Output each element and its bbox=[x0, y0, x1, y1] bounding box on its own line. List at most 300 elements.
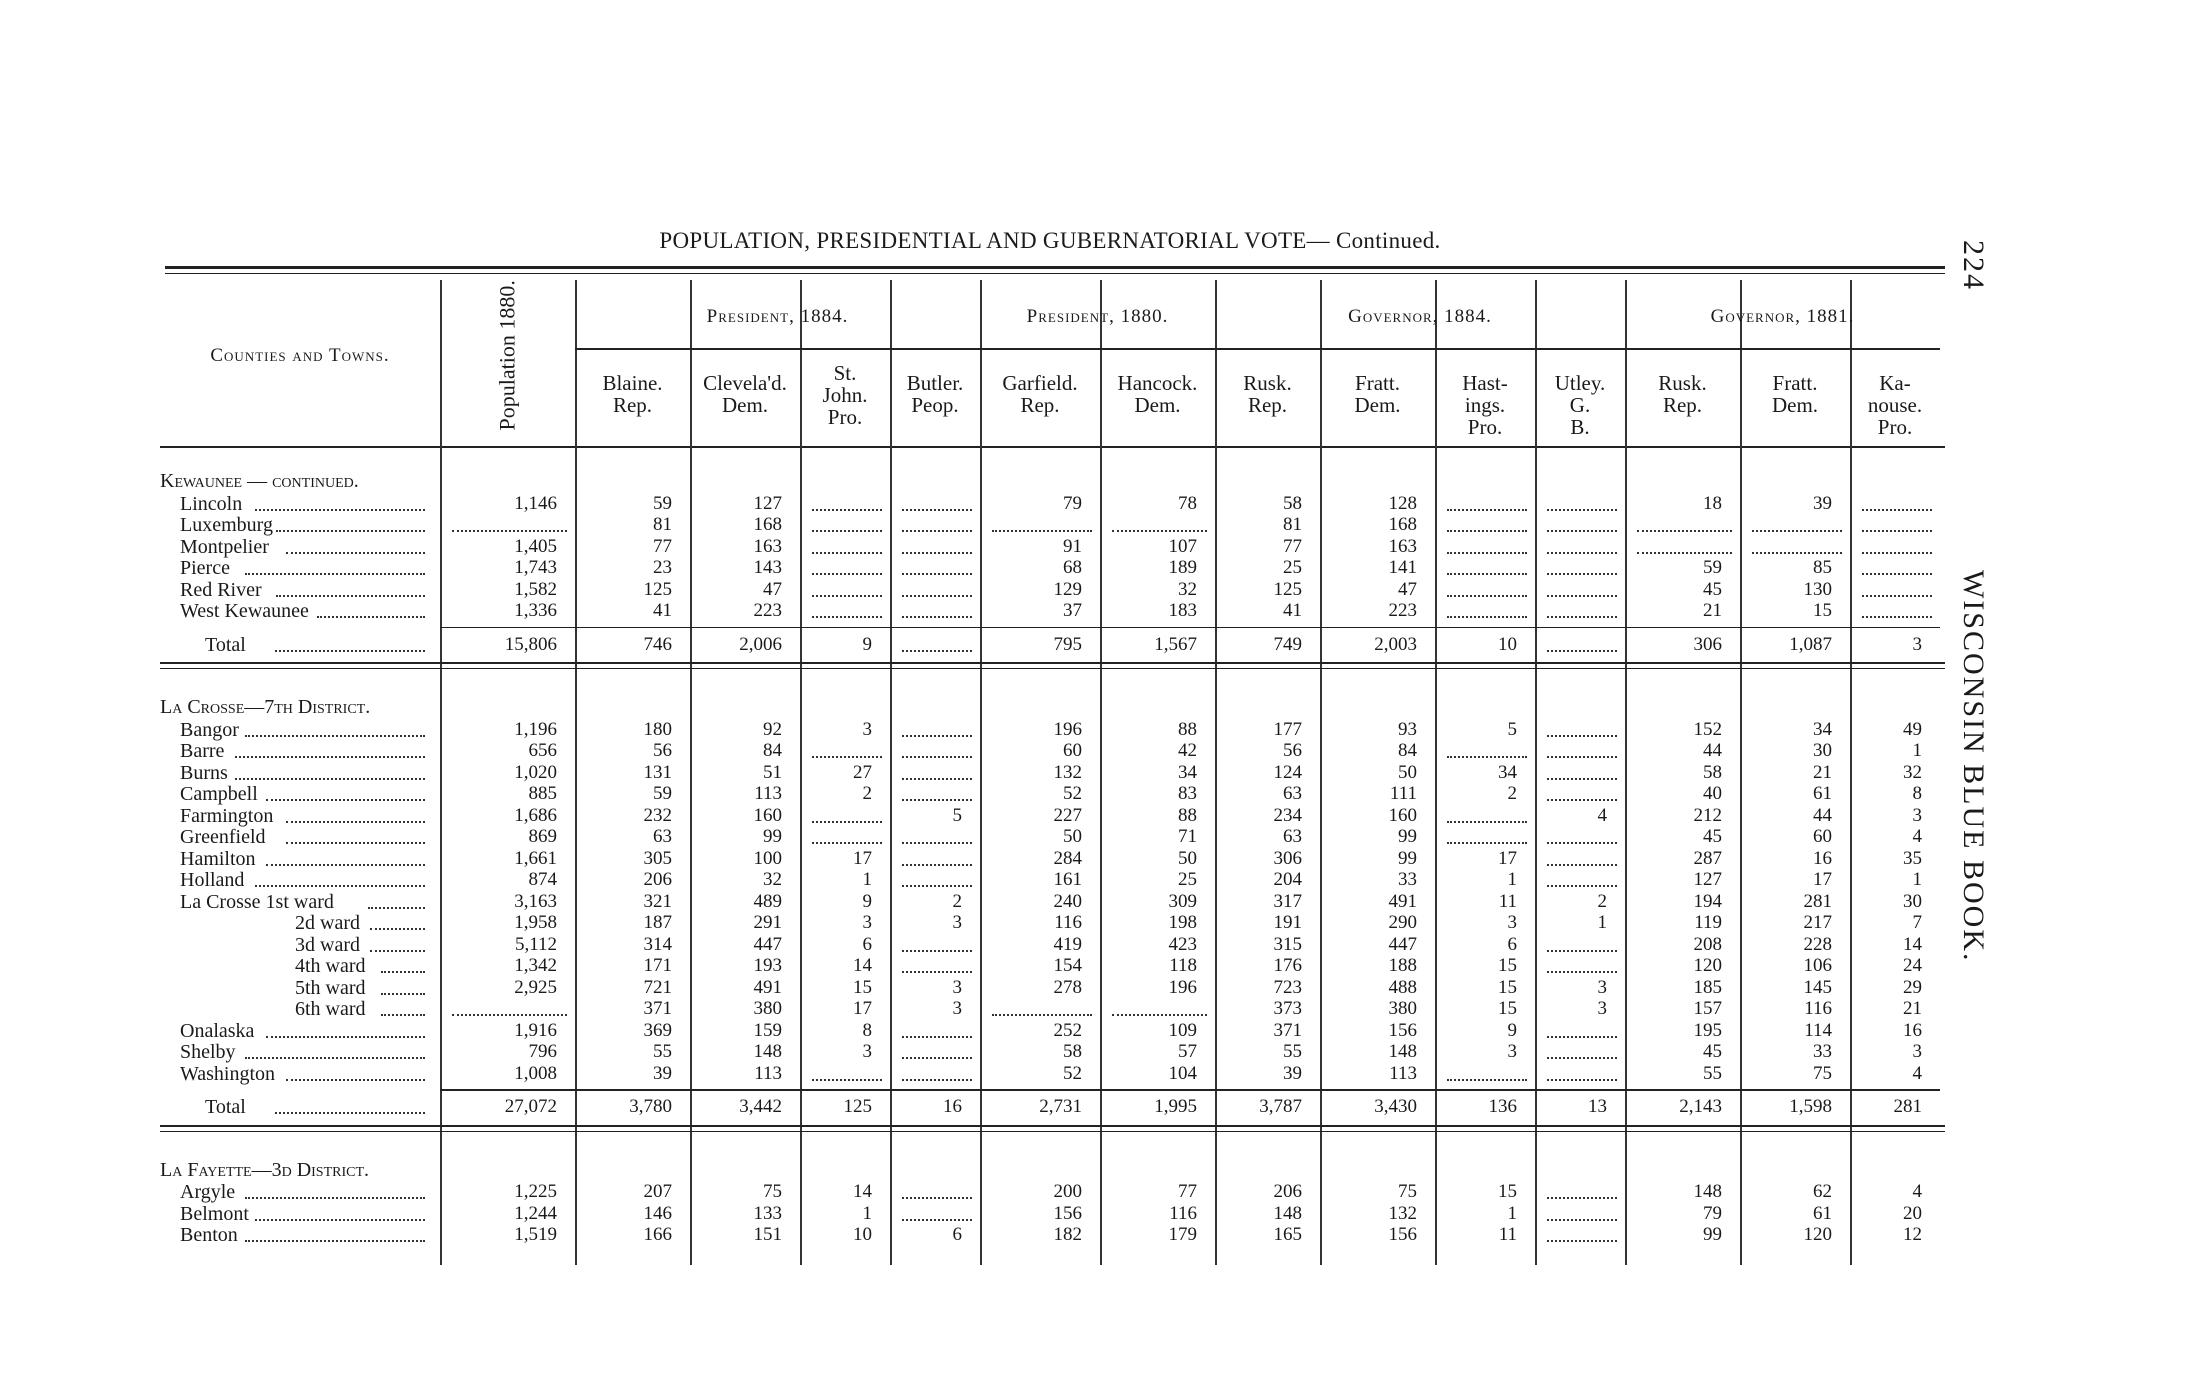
empty-cell-dots bbox=[1547, 650, 1617, 652]
vote-value: 148 bbox=[1273, 1202, 1302, 1224]
vote-value: 88 bbox=[1178, 718, 1197, 740]
vote-value: 52 bbox=[1063, 1062, 1082, 1084]
vote-value: 124 bbox=[1273, 761, 1302, 783]
vote-value: 12 bbox=[1903, 1224, 1922, 1245]
vote-value: 189 bbox=[1168, 557, 1197, 578]
empty-cell-dots bbox=[902, 509, 972, 511]
vote-value: 125 bbox=[1273, 578, 1302, 600]
vote-value: 885 bbox=[528, 783, 557, 804]
vote-value: 161 bbox=[1053, 869, 1082, 890]
vote-value: 196 bbox=[1168, 976, 1197, 998]
vote-value: 100 bbox=[753, 847, 782, 869]
vote-value: 1,336 bbox=[514, 600, 557, 621]
vote-value: 79 bbox=[1063, 492, 1082, 514]
column-header: Fratt. Dem. bbox=[1771, 371, 1819, 417]
vote-value: 5 bbox=[1507, 718, 1517, 740]
town-name: Benton bbox=[180, 1224, 238, 1246]
total-value: 27,072 bbox=[504, 1096, 557, 1117]
vote-value: 50 bbox=[1063, 826, 1082, 847]
empty-cell-dots bbox=[1637, 552, 1732, 554]
vote-value: 160 bbox=[1388, 804, 1417, 826]
vote-value: 371 bbox=[643, 998, 672, 1019]
vote-value: 1,916 bbox=[514, 1019, 557, 1041]
vote-value: 2 bbox=[1597, 890, 1607, 912]
total-value: 2,143 bbox=[1679, 1096, 1722, 1117]
vote-value: 191 bbox=[1273, 912, 1302, 933]
vote-value: 148 bbox=[1693, 1181, 1722, 1202]
town-name: Belmont bbox=[180, 1202, 249, 1225]
vote-value: 165 bbox=[1273, 1224, 1302, 1245]
county-heading: La Fayette—3d District. bbox=[160, 1158, 370, 1181]
section-rule-thin bbox=[160, 1131, 1945, 1132]
empty-cell-dots bbox=[1547, 530, 1617, 532]
vote-value: 146 bbox=[643, 1202, 672, 1224]
group-rule bbox=[1625, 348, 1940, 350]
vote-value: 30 bbox=[1903, 890, 1922, 912]
empty-cell-dots bbox=[992, 530, 1092, 532]
vote-value: 79 bbox=[1703, 1202, 1722, 1224]
vote-value: 17 bbox=[1498, 847, 1517, 869]
empty-cell-dots bbox=[1752, 552, 1842, 554]
vote-value: 1,405 bbox=[514, 535, 557, 557]
group-rule bbox=[980, 348, 1215, 350]
empty-cell-dots bbox=[902, 595, 972, 597]
vote-value: 41 bbox=[1283, 600, 1302, 621]
leader-dots bbox=[276, 530, 425, 532]
vote-value: 111 bbox=[1389, 783, 1417, 804]
vote-value: 59 bbox=[1703, 557, 1722, 578]
total-value: 281 bbox=[1893, 1096, 1922, 1117]
vote-value: 314 bbox=[643, 933, 672, 955]
total-label: Total bbox=[205, 1096, 246, 1118]
vote-value: 84 bbox=[763, 740, 782, 761]
vote-value: 77 bbox=[1178, 1181, 1197, 1202]
vote-value: 6 bbox=[952, 1224, 962, 1245]
empty-cell-dots bbox=[902, 1079, 972, 1081]
vote-value: 306 bbox=[1273, 847, 1302, 869]
vote-value: 15 bbox=[853, 976, 872, 998]
empty-cell-dots bbox=[1547, 885, 1617, 887]
vote-value: 127 bbox=[1693, 869, 1722, 890]
vote-value: 39 bbox=[653, 1062, 672, 1084]
vote-value: 55 bbox=[1283, 1041, 1302, 1062]
county-heading: Kewaunee — continued. bbox=[160, 470, 359, 492]
vote-value: 99 bbox=[1398, 826, 1417, 847]
vote-value: 160 bbox=[753, 804, 782, 826]
empty-cell-dots bbox=[1547, 616, 1617, 618]
column-header: Butler. Peop. bbox=[906, 371, 964, 417]
vote-value: 188 bbox=[1388, 955, 1417, 976]
vote-value: 176 bbox=[1273, 955, 1302, 976]
vote-value: 62 bbox=[1813, 1181, 1832, 1202]
empty-cell-dots bbox=[1447, 821, 1527, 823]
vote-value: 29 bbox=[1903, 976, 1922, 998]
vote-value: 159 bbox=[753, 1019, 782, 1041]
vote-value: 119 bbox=[1694, 912, 1722, 933]
leader-dots bbox=[381, 993, 425, 995]
vote-value: 1,225 bbox=[514, 1181, 557, 1202]
vote-value: 21 bbox=[1703, 600, 1722, 621]
vote-value: 163 bbox=[1388, 535, 1417, 557]
vote-value: 3 bbox=[862, 1041, 872, 1062]
empty-cell-dots bbox=[1862, 509, 1932, 511]
town-name: Bangor bbox=[180, 718, 239, 741]
vote-value: 4 bbox=[1912, 1181, 1922, 1202]
vote-value: 491 bbox=[1388, 890, 1417, 912]
vote-value: 14 bbox=[853, 955, 872, 976]
vote-value: 56 bbox=[653, 740, 672, 761]
vote-value: 177 bbox=[1273, 718, 1302, 740]
vote-value: 228 bbox=[1803, 933, 1832, 955]
total-value: 125 bbox=[843, 1096, 872, 1117]
leader-dots bbox=[370, 928, 425, 930]
vote-value: 223 bbox=[1388, 600, 1417, 621]
column-header: Rusk. Rep. bbox=[1243, 371, 1292, 417]
vote-value: 78 bbox=[1178, 492, 1197, 514]
empty-cell-dots bbox=[902, 735, 972, 737]
empty-cell-dots bbox=[902, 971, 972, 973]
total-value: 795 bbox=[1053, 633, 1082, 655]
empty-cell-dots bbox=[812, 552, 882, 554]
leader-dots bbox=[245, 573, 425, 575]
empty-cell-dots bbox=[902, 530, 972, 532]
empty-cell-dots bbox=[1447, 1079, 1527, 1081]
vote-value: 50 bbox=[1398, 761, 1417, 783]
page-title: POPULATION, PRESIDENTIAL AND GUBERNATORIAL VOTE— Continued. bbox=[659, 228, 1441, 253]
vote-value: 3 bbox=[1912, 804, 1922, 826]
empty-cell-dots bbox=[452, 1014, 567, 1016]
vote-value: 15 bbox=[1498, 998, 1517, 1019]
vote-value: 223 bbox=[753, 600, 782, 621]
vote-value: 1,661 bbox=[514, 847, 557, 869]
vote-value: 77 bbox=[1283, 535, 1302, 557]
vote-value: 419 bbox=[1053, 933, 1082, 955]
empty-cell-dots bbox=[1862, 530, 1932, 532]
leader-dots bbox=[317, 616, 425, 618]
vote-value: 1 bbox=[1507, 869, 1517, 890]
column-group-header: President, 1884. bbox=[706, 306, 849, 327]
vote-value: 60 bbox=[1813, 826, 1832, 847]
vote-value: 42 bbox=[1178, 740, 1197, 761]
vote-value: 45 bbox=[1703, 1041, 1722, 1062]
total-value: 10 bbox=[1498, 633, 1517, 655]
vote-value: 10 bbox=[853, 1224, 872, 1245]
town-name: Pierce bbox=[180, 557, 230, 579]
vote-value: 113 bbox=[754, 783, 782, 804]
vote-value: 59 bbox=[653, 783, 672, 804]
empty-cell-dots bbox=[1447, 756, 1527, 758]
vote-value: 4 bbox=[1597, 804, 1607, 826]
empty-cell-dots bbox=[902, 650, 972, 652]
empty-cell-dots bbox=[902, 552, 972, 554]
town-name: Burns bbox=[180, 761, 228, 784]
vote-value: 1 bbox=[862, 1202, 872, 1224]
empty-cell-dots bbox=[1547, 735, 1617, 737]
vote-value: 2 bbox=[862, 783, 872, 804]
vote-value: 488 bbox=[1388, 976, 1417, 998]
vote-value: 166 bbox=[643, 1224, 672, 1245]
leader-dots bbox=[266, 1036, 425, 1038]
vote-value: 171 bbox=[643, 955, 672, 976]
column-header: Clevela'd. Dem. bbox=[703, 371, 787, 417]
empty-cell-dots bbox=[812, 530, 882, 532]
empty-cell-dots bbox=[1637, 530, 1732, 532]
vote-value: 284 bbox=[1053, 847, 1082, 869]
town-name: Red River bbox=[180, 578, 262, 601]
vote-value: 154 bbox=[1053, 955, 1082, 976]
empty-cell-dots bbox=[902, 1036, 972, 1038]
empty-cell-dots bbox=[902, 573, 972, 575]
vote-value: 309 bbox=[1168, 890, 1197, 912]
leader-dots bbox=[266, 799, 425, 801]
empty-cell-dots bbox=[1447, 595, 1527, 597]
vote-value: 14 bbox=[853, 1181, 872, 1202]
vote-value: 3 bbox=[1597, 976, 1607, 998]
vote-value: 6 bbox=[1507, 933, 1517, 955]
column-header: Hancock. Dem. bbox=[1117, 371, 1198, 417]
vote-value: 491 bbox=[753, 976, 782, 998]
empty-cell-dots bbox=[1862, 573, 1932, 575]
empty-cell-dots bbox=[1547, 842, 1617, 844]
leader-dots bbox=[286, 1079, 425, 1081]
book-title: WISCONSIN BLUE BOOK. bbox=[1957, 570, 1990, 963]
vote-value: 84 bbox=[1398, 740, 1417, 761]
vote-value: 240 bbox=[1053, 890, 1082, 912]
vote-value: 99 bbox=[763, 826, 782, 847]
vote-value: 20 bbox=[1903, 1202, 1922, 1224]
vote-value: 17 bbox=[1813, 869, 1832, 890]
vote-value: 143 bbox=[753, 557, 782, 578]
vote-value: 869 bbox=[528, 826, 557, 847]
vote-value: 196 bbox=[1053, 718, 1082, 740]
total-value: 15,806 bbox=[504, 633, 557, 655]
counties-header: Counties and Towns. bbox=[210, 345, 390, 366]
empty-cell-dots bbox=[1547, 1197, 1617, 1199]
empty-cell-dots bbox=[902, 616, 972, 618]
town-name: Campbell bbox=[180, 783, 258, 805]
vote-value: 125 bbox=[643, 578, 672, 600]
empty-cell-dots bbox=[812, 616, 882, 618]
vote-value: 44 bbox=[1813, 804, 1832, 826]
vote-value: 151 bbox=[753, 1224, 782, 1245]
town-name: 4th ward bbox=[295, 955, 366, 977]
leader-dots bbox=[381, 1014, 425, 1016]
vote-value: 3 bbox=[1507, 1041, 1517, 1062]
vote-value: 232 bbox=[643, 804, 672, 826]
vote-value: 45 bbox=[1703, 578, 1722, 600]
vote-value: 141 bbox=[1388, 557, 1417, 578]
empty-cell-dots bbox=[1112, 1014, 1207, 1016]
vote-value: 1,686 bbox=[514, 804, 557, 826]
empty-cell-dots bbox=[1547, 950, 1617, 952]
vote-value: 15 bbox=[1498, 1181, 1517, 1202]
vote-value: 92 bbox=[763, 718, 782, 740]
vote-value: 380 bbox=[1388, 998, 1417, 1019]
vote-value: 317 bbox=[1273, 890, 1302, 912]
vote-value: 212 bbox=[1693, 804, 1722, 826]
leader-dots bbox=[286, 552, 425, 554]
vote-value: 195 bbox=[1693, 1019, 1722, 1041]
vote-value: 40 bbox=[1703, 783, 1722, 804]
vote-value: 1,958 bbox=[514, 912, 557, 933]
total-value: 2,731 bbox=[1039, 1096, 1082, 1117]
vote-value: 130 bbox=[1803, 578, 1832, 600]
empty-cell-dots bbox=[1447, 842, 1527, 844]
vote-value: 3 bbox=[1912, 1041, 1922, 1062]
vote-value: 5,112 bbox=[514, 933, 557, 955]
vote-value: 60 bbox=[1063, 740, 1082, 761]
vote-value: 51 bbox=[763, 761, 782, 783]
vote-value: 32 bbox=[1178, 578, 1197, 600]
empty-cell-dots bbox=[1862, 595, 1932, 597]
leader-dots bbox=[245, 1240, 425, 1242]
vote-value: 874 bbox=[528, 869, 557, 890]
empty-cell-dots bbox=[812, 509, 882, 511]
vote-value: 207 bbox=[643, 1181, 672, 1202]
total-value: 3 bbox=[1912, 633, 1922, 655]
town-name: Farmington bbox=[180, 804, 274, 827]
vote-value: 278 bbox=[1053, 976, 1082, 998]
top-rule bbox=[165, 266, 1945, 269]
empty-cell-dots bbox=[902, 778, 972, 780]
empty-cell-dots bbox=[902, 756, 972, 758]
column-header: Utley. G. B. bbox=[1554, 371, 1606, 439]
vote-value: 15 bbox=[1498, 955, 1517, 976]
empty-cell-dots bbox=[812, 756, 882, 758]
vote-value: 127 bbox=[753, 492, 782, 514]
column-header: St. John. Pro. bbox=[822, 361, 868, 429]
vote-value: 200 bbox=[1053, 1181, 1082, 1202]
vote-value: 182 bbox=[1053, 1224, 1082, 1245]
vote-value: 116 bbox=[1804, 998, 1832, 1019]
town-name: Shelby bbox=[180, 1041, 236, 1063]
leader-dots bbox=[235, 756, 425, 758]
vote-value: 50 bbox=[1178, 847, 1197, 869]
vote-value: 15 bbox=[1813, 600, 1832, 621]
vote-value: 3 bbox=[862, 912, 872, 933]
vote-value: 21 bbox=[1813, 761, 1832, 783]
empty-cell-dots bbox=[812, 1079, 882, 1081]
town-name: West Kewaunee bbox=[180, 600, 309, 622]
vote-value: 156 bbox=[1388, 1224, 1417, 1245]
empty-cell-dots bbox=[812, 842, 882, 844]
vote-value: 148 bbox=[1388, 1041, 1417, 1062]
vote-value: 47 bbox=[1398, 578, 1417, 600]
town-name: Hamilton bbox=[180, 847, 256, 870]
vote-value: 71 bbox=[1178, 826, 1197, 847]
vote-value: 34 bbox=[1498, 761, 1517, 783]
vote-value: 18 bbox=[1703, 492, 1722, 514]
vote-value: 33 bbox=[1398, 869, 1417, 890]
group-rule bbox=[1215, 348, 1625, 350]
empty-cell-dots bbox=[1862, 616, 1932, 618]
vote-value: 2 bbox=[1507, 783, 1517, 804]
vote-value: 1 bbox=[1507, 1202, 1517, 1224]
empty-cell-dots bbox=[1447, 616, 1527, 618]
vote-value: 156 bbox=[1053, 1202, 1082, 1224]
town-name: Onalaska bbox=[180, 1019, 255, 1042]
vote-value: 194 bbox=[1693, 890, 1722, 912]
vote-value: 163 bbox=[753, 535, 782, 557]
vote-value: 88 bbox=[1178, 804, 1197, 826]
vote-value: 447 bbox=[753, 933, 782, 955]
vote-value: 9 bbox=[862, 890, 872, 912]
vote-value: 44 bbox=[1703, 740, 1722, 761]
top-rule-thin bbox=[165, 273, 1945, 274]
total-value: 3,787 bbox=[1259, 1096, 1302, 1117]
vote-value: 57 bbox=[1178, 1041, 1197, 1062]
total-value: 16 bbox=[943, 1096, 962, 1117]
vote-value: 145 bbox=[1803, 976, 1832, 998]
empty-cell-dots bbox=[1112, 530, 1207, 532]
leader-dots bbox=[381, 971, 425, 973]
vote-value: 59 bbox=[653, 492, 672, 514]
vote-value: 1 bbox=[862, 869, 872, 890]
vote-value: 227 bbox=[1053, 804, 1082, 826]
vote-value: 290 bbox=[1388, 912, 1417, 933]
vote-value: 91 bbox=[1063, 535, 1082, 557]
total-value: 306 bbox=[1693, 633, 1722, 655]
vote-value: 8 bbox=[862, 1019, 872, 1041]
column-rule bbox=[890, 280, 892, 1265]
vote-value: 193 bbox=[753, 955, 782, 976]
vote-value: 118 bbox=[1169, 955, 1197, 976]
vote-value: 128 bbox=[1388, 492, 1417, 514]
vote-value: 129 bbox=[1053, 578, 1082, 600]
empty-cell-dots bbox=[452, 530, 567, 532]
vote-value: 99 bbox=[1398, 847, 1417, 869]
vote-value: 3 bbox=[952, 912, 962, 933]
vote-value: 109 bbox=[1168, 1019, 1197, 1041]
vote-value: 4 bbox=[1912, 1062, 1922, 1084]
leader-dots bbox=[255, 509, 425, 511]
vote-value: 93 bbox=[1398, 718, 1417, 740]
vote-value: 1 bbox=[1597, 912, 1607, 933]
vote-value: 61 bbox=[1813, 1202, 1832, 1224]
vote-value: 107 bbox=[1168, 535, 1197, 557]
vote-value: 156 bbox=[1388, 1019, 1417, 1041]
vote-value: 3 bbox=[1507, 912, 1517, 933]
vote-value: 63 bbox=[1283, 783, 1302, 804]
empty-cell-dots bbox=[902, 885, 972, 887]
leader-dots bbox=[245, 1057, 425, 1059]
vote-value: 1,519 bbox=[514, 1224, 557, 1245]
vote-value: 58 bbox=[1703, 761, 1722, 783]
town-name: Greenfield bbox=[180, 826, 266, 848]
empty-cell-dots bbox=[1447, 530, 1527, 532]
leader-dots bbox=[245, 735, 425, 737]
empty-cell-dots bbox=[1547, 778, 1617, 780]
empty-cell-dots bbox=[902, 842, 972, 844]
vote-value: 104 bbox=[1168, 1062, 1197, 1084]
vote-value: 380 bbox=[753, 998, 782, 1019]
vote-value: 63 bbox=[653, 826, 672, 847]
empty-cell-dots bbox=[902, 1197, 972, 1199]
total-value: 3,442 bbox=[739, 1096, 782, 1117]
vote-value: 132 bbox=[1388, 1202, 1417, 1224]
leader-dots bbox=[255, 885, 425, 887]
leader-dots bbox=[286, 821, 425, 823]
population-header: Population 1880. bbox=[494, 280, 520, 431]
empty-cell-dots bbox=[1447, 509, 1527, 511]
vote-value: 113 bbox=[1389, 1062, 1417, 1084]
vote-value: 4 bbox=[1912, 826, 1922, 847]
empty-cell-dots bbox=[1547, 799, 1617, 801]
total-value: 746 bbox=[643, 633, 672, 655]
empty-cell-dots bbox=[902, 799, 972, 801]
vote-value: 32 bbox=[1903, 761, 1922, 783]
vote-value: 131 bbox=[643, 761, 672, 783]
